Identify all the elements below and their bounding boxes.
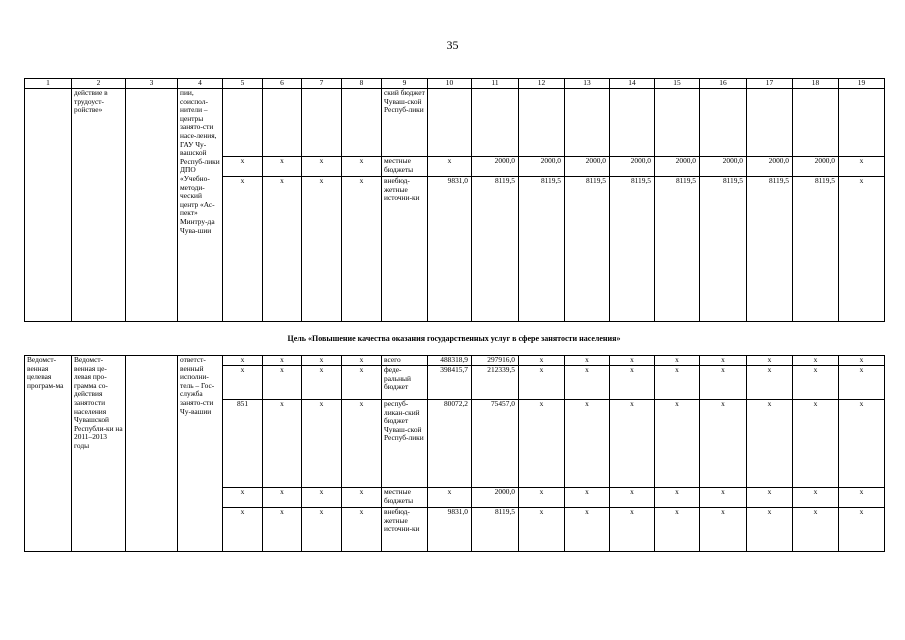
- column-header: 5: [223, 79, 263, 89]
- cell: х: [610, 508, 655, 552]
- cell: 2000,0: [655, 157, 700, 177]
- cell: х: [839, 400, 885, 488]
- cell: х: [342, 400, 382, 488]
- column-header: 7: [302, 79, 342, 89]
- cell: х: [302, 488, 342, 508]
- cell: х: [610, 488, 655, 508]
- column-header: 3: [126, 79, 178, 89]
- cell: 8119,5: [700, 177, 747, 322]
- funding-source: респуб-ликан-ский бюджет Чуваш-ской Респуб-лики: [382, 400, 428, 488]
- cell: х: [839, 157, 885, 177]
- cell: х: [428, 488, 472, 508]
- cell: х: [519, 400, 565, 488]
- cell: [472, 89, 519, 157]
- cell: 297916,0: [472, 356, 519, 366]
- cell: х: [565, 508, 610, 552]
- cell: х: [610, 400, 655, 488]
- cell: х: [263, 177, 302, 322]
- cell: 80072,2: [428, 400, 472, 488]
- cell: [839, 89, 885, 157]
- cell: х: [839, 177, 885, 322]
- cell: х: [747, 366, 793, 400]
- cell: х: [700, 488, 747, 508]
- cell: х: [223, 177, 263, 322]
- cell: х: [302, 177, 342, 322]
- column-header: 13: [565, 79, 610, 89]
- column-header: 19: [839, 79, 885, 89]
- cell: х: [839, 488, 885, 508]
- cell: 8119,5: [565, 177, 610, 322]
- cell: 212339,5: [472, 366, 519, 400]
- table-row: [25, 89, 885, 157]
- cell: х: [565, 400, 610, 488]
- cell-col3: [126, 89, 178, 322]
- cell: х: [263, 366, 302, 400]
- measure-name: действие в трудоуст-ройстве»: [72, 89, 126, 322]
- funding-source: всего: [382, 356, 428, 366]
- cell: х: [519, 508, 565, 552]
- cell-col3: [126, 356, 178, 552]
- cell: х: [839, 508, 885, 552]
- cell: х: [263, 157, 302, 177]
- cell: х: [263, 508, 302, 552]
- column-header: 12: [519, 79, 565, 89]
- cell: [610, 89, 655, 157]
- cell: х: [263, 488, 302, 508]
- cell: х: [747, 508, 793, 552]
- column-header: 15: [655, 79, 700, 89]
- funding-source: ский бюджет Чуваш-ской Респуб-лики: [382, 89, 428, 157]
- cell: х: [747, 400, 793, 488]
- cell: х: [700, 400, 747, 488]
- page-number: 35: [446, 38, 459, 52]
- cell: х: [302, 400, 342, 488]
- column-header: 9: [382, 79, 428, 89]
- cell: х: [793, 366, 839, 400]
- cell: х: [565, 488, 610, 508]
- cell: 8119,5: [747, 177, 793, 322]
- cell: х: [428, 157, 472, 177]
- cell: [700, 89, 747, 157]
- cell: 8119,5: [472, 508, 519, 552]
- cell: [223, 89, 263, 157]
- cell: 75457,0: [472, 400, 519, 488]
- column-header: 1: [25, 79, 72, 89]
- cell: х: [610, 356, 655, 366]
- funding-source: внебюд-жетные источни-ки: [382, 508, 428, 552]
- column-header: 2: [72, 79, 126, 89]
- cell: х: [747, 488, 793, 508]
- column-header: 4: [178, 79, 223, 89]
- cell: х: [302, 356, 342, 366]
- cell: х: [223, 356, 263, 366]
- cell: [428, 89, 472, 157]
- cell: х: [223, 488, 263, 508]
- cell: 8119,5: [655, 177, 700, 322]
- cell: х: [342, 157, 382, 177]
- cell: х: [565, 356, 610, 366]
- responsible-executor: ответст-венный исполни-тель – Гос-служба занято-сти Чу-вашии: [178, 356, 223, 552]
- cell: [302, 89, 342, 157]
- cell: 2000,0: [519, 157, 565, 177]
- cell: х: [342, 177, 382, 322]
- cell: х: [793, 508, 839, 552]
- program-name: Ведомст-венная це-левая про-грамма со-действия занятости населения Чувашской Республи-ки на 2011–2013 годы: [72, 356, 126, 552]
- cell: 8119,5: [610, 177, 655, 322]
- column-header-row: [25, 79, 885, 89]
- cell: х: [700, 508, 747, 552]
- cell: 2000,0: [793, 157, 839, 177]
- cell: х: [793, 488, 839, 508]
- cell: х: [302, 366, 342, 400]
- cell-col1: [25, 89, 72, 322]
- cell: 8119,5: [472, 177, 519, 322]
- cell: х: [655, 356, 700, 366]
- cell: 2000,0: [472, 157, 519, 177]
- cell: х: [839, 356, 885, 366]
- cell: х: [793, 400, 839, 488]
- funding-source: феде-ральный бюджет: [382, 366, 428, 400]
- cell: 398415,7: [428, 366, 472, 400]
- cell: х: [223, 508, 263, 552]
- cell: х: [655, 400, 700, 488]
- cell: х: [263, 400, 302, 488]
- column-header: 18: [793, 79, 839, 89]
- column-header: 17: [747, 79, 793, 89]
- cell: х: [342, 488, 382, 508]
- cell: 8119,5: [793, 177, 839, 322]
- column-header: 6: [263, 79, 302, 89]
- cell: х: [655, 488, 700, 508]
- table-row: [25, 356, 885, 366]
- cell: 851: [223, 400, 263, 488]
- funding-source: внебюд-жетные источни-ки: [382, 177, 428, 322]
- cell: [263, 89, 302, 157]
- cell: 8119,5: [519, 177, 565, 322]
- cell: х: [565, 366, 610, 400]
- cell: х: [519, 366, 565, 400]
- cell: 2000,0: [747, 157, 793, 177]
- cell: х: [519, 356, 565, 366]
- cell: х: [747, 356, 793, 366]
- cell: х: [839, 366, 885, 400]
- column-header: 10: [428, 79, 472, 89]
- cell: [747, 89, 793, 157]
- goal-title: Цель «Повышение качества оказания государственных услуг в сфере занятости населения»: [287, 334, 621, 343]
- cell: х: [342, 356, 382, 366]
- cell: [519, 89, 565, 157]
- cell: х: [302, 508, 342, 552]
- cell: х: [223, 157, 263, 177]
- cell: [565, 89, 610, 157]
- cell: х: [342, 366, 382, 400]
- column-header: 16: [700, 79, 747, 89]
- cell: х: [700, 356, 747, 366]
- cell: х: [342, 508, 382, 552]
- cell: х: [263, 356, 302, 366]
- budget-table-program: [24, 355, 885, 552]
- column-header: 11: [472, 79, 519, 89]
- cell: [793, 89, 839, 157]
- cell: 2000,0: [565, 157, 610, 177]
- cell: 9831,0: [428, 508, 472, 552]
- cell: 9831,0: [428, 177, 472, 322]
- funding-source: местные бюджеты: [382, 488, 428, 508]
- budget-table-continued: [24, 78, 885, 322]
- column-header: 14: [610, 79, 655, 89]
- cell: 488318,9: [428, 356, 472, 366]
- cell: 2000,0: [700, 157, 747, 177]
- cell: х: [302, 157, 342, 177]
- responsible-executor: пии, соиспол-нители – центры занято-сти насе-ления, ГАУ Чу-вашской Респуб-лики ДПО «Учебно-методи-ческий центр «Ас-пект» Минтру-да Чува-шии: [178, 89, 223, 322]
- funding-source: местные бюджеты: [382, 157, 428, 177]
- cell: [655, 89, 700, 157]
- column-header: 8: [342, 79, 382, 89]
- cell: х: [655, 366, 700, 400]
- cell: х: [793, 356, 839, 366]
- cell: х: [519, 488, 565, 508]
- cell: [342, 89, 382, 157]
- program-type: Ведомст-венная целевая програм-ма: [25, 356, 72, 552]
- cell: х: [610, 366, 655, 400]
- cell: х: [700, 366, 747, 400]
- cell: х: [655, 508, 700, 552]
- cell: х: [223, 366, 263, 400]
- cell: 2000,0: [472, 488, 519, 508]
- cell: 2000,0: [610, 157, 655, 177]
